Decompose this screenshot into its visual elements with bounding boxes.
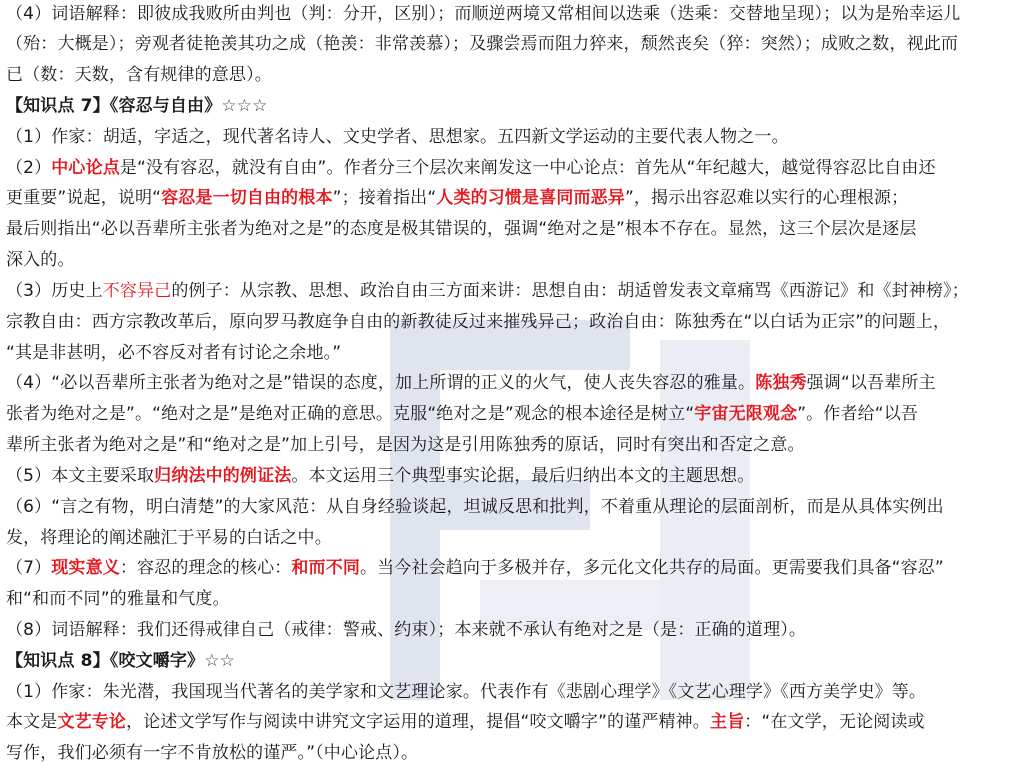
text-segment: 强调“以吾辈所主 bbox=[806, 373, 936, 393]
text-segment: （8）词语解释：我们还得戒律自己（戒律：警戒、约束）；本来就不承认有绝对之是（是：正确的道理）。 bbox=[6, 620, 807, 640]
text-segment: （7） bbox=[6, 558, 52, 578]
text-segment: ”。作者给“以吾 bbox=[797, 404, 919, 424]
text-segment: ”，揭示出容忍难以实行的心理根源； bbox=[624, 188, 909, 208]
text-line bbox=[6, 342, 341, 364]
text-line bbox=[6, 218, 916, 240]
text-line bbox=[6, 557, 944, 579]
text-segment: 的例子：从宗教、思想、政治自由三方面来讲：思想自由：胡适曾发表文章痛骂《西游记》和《封神榜》； bbox=[171, 281, 969, 301]
text-line bbox=[6, 496, 944, 518]
text-line bbox=[6, 3, 960, 25]
text-line bbox=[6, 64, 272, 86]
text-segment: “其是非甚明，必不容反对者有讨论之余地。” bbox=[6, 343, 342, 363]
text-segment: 张者为绝对之是”。“绝对之是”是绝对正确的意思。克服“绝对之是”观念的根本途径是树立“ bbox=[6, 404, 695, 424]
text-line bbox=[6, 650, 235, 672]
text-segment: （1）作家：朱光潜，我国现当代著名的美学家和文艺理论家。代表作有《悲剧心理学》《文艺心理学》《西方美学史》等。 bbox=[6, 682, 927, 702]
highlight-term: 容忍是一切自由的根本 bbox=[161, 188, 333, 208]
text-line bbox=[6, 311, 950, 333]
highlight-term: 不容异己 bbox=[102, 281, 172, 301]
text-line bbox=[6, 619, 806, 641]
text-line bbox=[6, 249, 75, 271]
text-segment: （1）作家：胡适，字适之，现代著名诗人、文史学者、思想家。五四新文学运动的主要代表人物之一。 bbox=[6, 127, 789, 147]
text-segment: ，论述文学写作与阅读中讲究文字运用的道理，提倡“咬文嚼字”的谨严精神。 bbox=[126, 712, 710, 732]
highlight-term: 人类的习惯是喜同而恶异 bbox=[436, 188, 625, 208]
star-rating: ☆☆☆ bbox=[221, 96, 268, 116]
highlight-term: 现实意义 bbox=[51, 558, 120, 578]
text-line bbox=[6, 711, 925, 733]
text-segment: 深入的。 bbox=[6, 250, 75, 270]
text-segment: 发，将理论的阐述融汇于平易的白话之中。 bbox=[6, 528, 332, 548]
highlight-term: 归纳法中的例证法 bbox=[154, 466, 292, 486]
text-line bbox=[6, 157, 936, 179]
highlight-term: 和而不同 bbox=[291, 558, 360, 578]
text-line bbox=[6, 742, 418, 764]
text-line bbox=[6, 681, 926, 703]
star-rating: ☆☆ bbox=[204, 651, 235, 671]
text-segment: （殆：大概是）；旁观者徒艳羡其功之成（艳羡：非常羡慕）；及骤尝焉而阻力猝来，颓然丧矣（猝：突然）；成败之数，视此而 bbox=[6, 34, 959, 54]
text-segment: 辈所主张者为绝对之是”和“绝对之是”加上引号，是因为这是引用陈独秀的原话，同时有突出和否定之意。 bbox=[6, 435, 805, 455]
text-line bbox=[6, 280, 969, 302]
text-line bbox=[6, 95, 268, 117]
text-segment: ：容忍的理念的核心： bbox=[119, 558, 292, 578]
section-heading: 【知识点 8】《咬文嚼字》 bbox=[6, 651, 205, 671]
text-line bbox=[6, 33, 958, 55]
text-line bbox=[6, 434, 805, 456]
text-segment: （2） bbox=[6, 158, 52, 178]
text-segment: 写作，我们必须有一字不肯放松的谨严。”（中心论点）。 bbox=[6, 743, 419, 763]
text-segment: 本文是 bbox=[6, 712, 58, 732]
text-segment: 最后则指出“必以吾辈所主张者为绝对之是”的态度是极其错误的，强调“绝对之是”根本不存在。显然，这三个层次是逐层 bbox=[6, 219, 917, 239]
text-line bbox=[6, 527, 332, 549]
text-segment: 更重要”说起，说明“ bbox=[6, 188, 162, 208]
text-line bbox=[6, 372, 936, 394]
text-segment: （6）“言之有物，明白清楚”的大家风范：从自身经验谈起，坦诚反思和批判，不着重从理论的层面剖析，而是从具体实例出 bbox=[6, 497, 944, 517]
highlight-term: 陈独秀 bbox=[755, 373, 807, 393]
text-segment: 和“和而不同”的雅量和气度。 bbox=[6, 589, 230, 609]
text-segment: ”；接着指出“ bbox=[332, 188, 437, 208]
text-segment: 。当今社会趋向于多极并存，多元化文化共存的局面。更需要我们具备“容忍” bbox=[360, 558, 944, 578]
highlight-term: 中心论点 bbox=[51, 158, 120, 178]
text-line bbox=[6, 403, 918, 425]
text-segment: （4）“必以吾辈所主张者为绝对之是”错误的态度，加上所谓的正义的火气，使人丧失容忍的雅量。 bbox=[6, 373, 756, 393]
text-segment: 已（数：天数，含有规律的意思）。 bbox=[6, 65, 272, 85]
text-segment: 宗教自由：西方宗教改革后，原向罗马教庭争自由的新教徒反过来摧残异己；政治自由：陈独秀在“以白话为正宗”的问题上， bbox=[6, 312, 951, 332]
text-segment: （3）历史上 bbox=[6, 281, 103, 301]
text-segment: （5）本文主要采取 bbox=[6, 466, 155, 486]
text-segment: ：“在文学，无论阅读或 bbox=[744, 712, 925, 732]
highlight-term: 文艺专论 bbox=[57, 712, 127, 732]
text-segment: 。本文运用三个典型事实论据，最后归纳出本文的主题思想。 bbox=[291, 466, 755, 486]
section-heading: 【知识点 7】《容忍与自由》 bbox=[6, 96, 222, 116]
text-line bbox=[6, 187, 908, 209]
highlight-term: 宇宙无限观念 bbox=[694, 404, 798, 424]
text-segment: （4）词语解释：即彼成我败所由判也（判：分开，区别）；而顺逆两境又常相间以迭乘（迭乘：交替地呈现）；以为是殆幸运儿 bbox=[6, 4, 961, 24]
text-line bbox=[6, 588, 230, 610]
text-segment: 是“没有容忍，就没有自由”。作者分三个层次来阐发这一中心论点：首先从“年纪越大，越觉得容忍比自由还 bbox=[119, 158, 936, 178]
text-line bbox=[6, 126, 789, 148]
text-line bbox=[6, 465, 754, 487]
highlight-term: 主旨 bbox=[709, 712, 745, 732]
